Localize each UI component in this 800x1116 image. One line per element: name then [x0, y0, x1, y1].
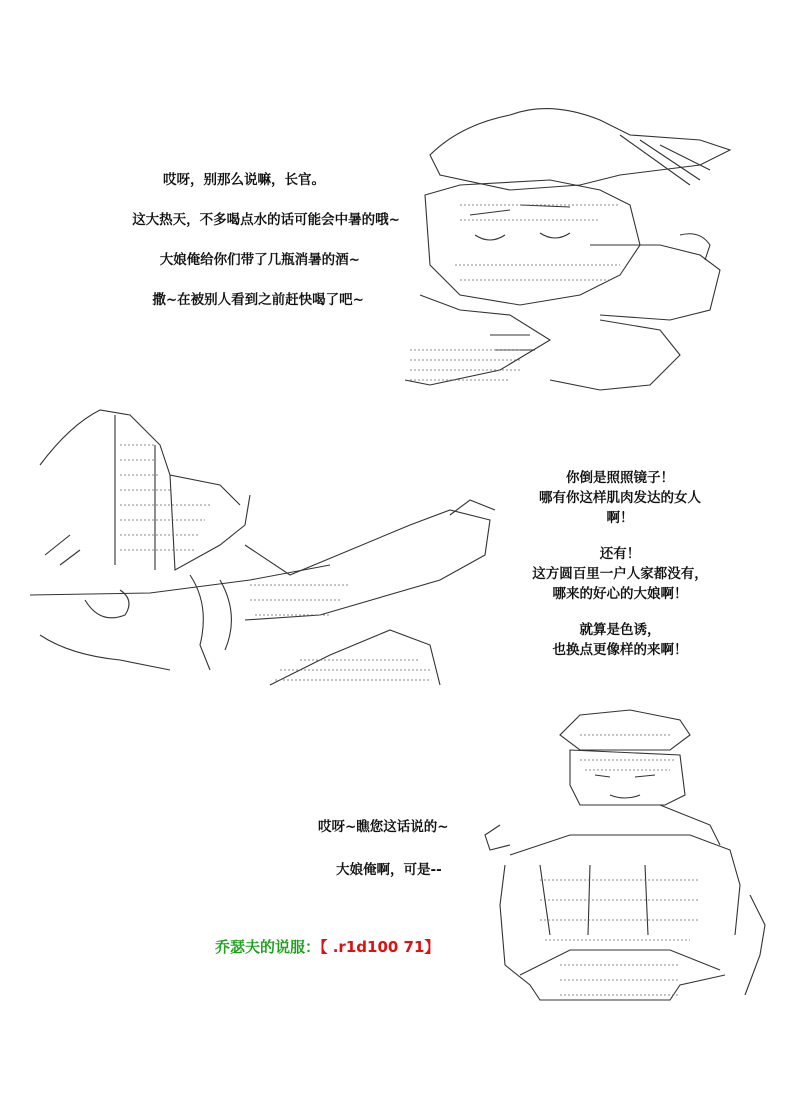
- dialogue-line: 哎呀~瞧您这话说的~: [318, 819, 449, 835]
- dice-roll-line: [215, 937, 439, 957]
- dialogue-line: 哪有你这样肌肉发达的女人: [539, 490, 701, 506]
- dialogue-line: 哪来的好心的大娘啊！: [552, 586, 688, 602]
- dialogue-block-2: [500, 468, 740, 660]
- ascii-art-character-top: [400, 95, 790, 400]
- ascii-art-hat-hand: [30, 405, 500, 695]
- dialogue-line: 撒~在被别人看到之前赶快喝了吧~: [152, 292, 364, 308]
- dialogue-block-1: [70, 170, 400, 330]
- dialogue-line: 这方圆百里一户人家都没有，: [532, 566, 708, 582]
- dialogue-line: 也换点更像样的来啊！: [552, 642, 688, 658]
- dialogue-line: 还有！: [599, 546, 641, 562]
- ascii-art-character-bottom: [470, 705, 780, 1010]
- dialogue-line: 哎呀，别那么说嘛，长官。: [163, 172, 325, 188]
- dialogue-line: 大娘俺给你们带了几瓶消暑的酒~: [159, 252, 360, 268]
- dialogue-line: 大娘俺啊，可是--: [336, 862, 442, 878]
- dialogue-line: 就算是色诱，: [579, 622, 661, 638]
- dialogue-line: 啊！: [606, 510, 634, 526]
- dialogue-block-3: [318, 817, 478, 880]
- roll-label: 乔瑟夫的说服：: [215, 938, 321, 956]
- dialogue-line: 你倒是照照镜子！: [566, 470, 674, 486]
- roll-result: 【 .r1d100 71】: [320, 938, 440, 956]
- dialogue-line: 这大热天，不多喝点水的话可能会中暑的哦~: [132, 212, 400, 228]
